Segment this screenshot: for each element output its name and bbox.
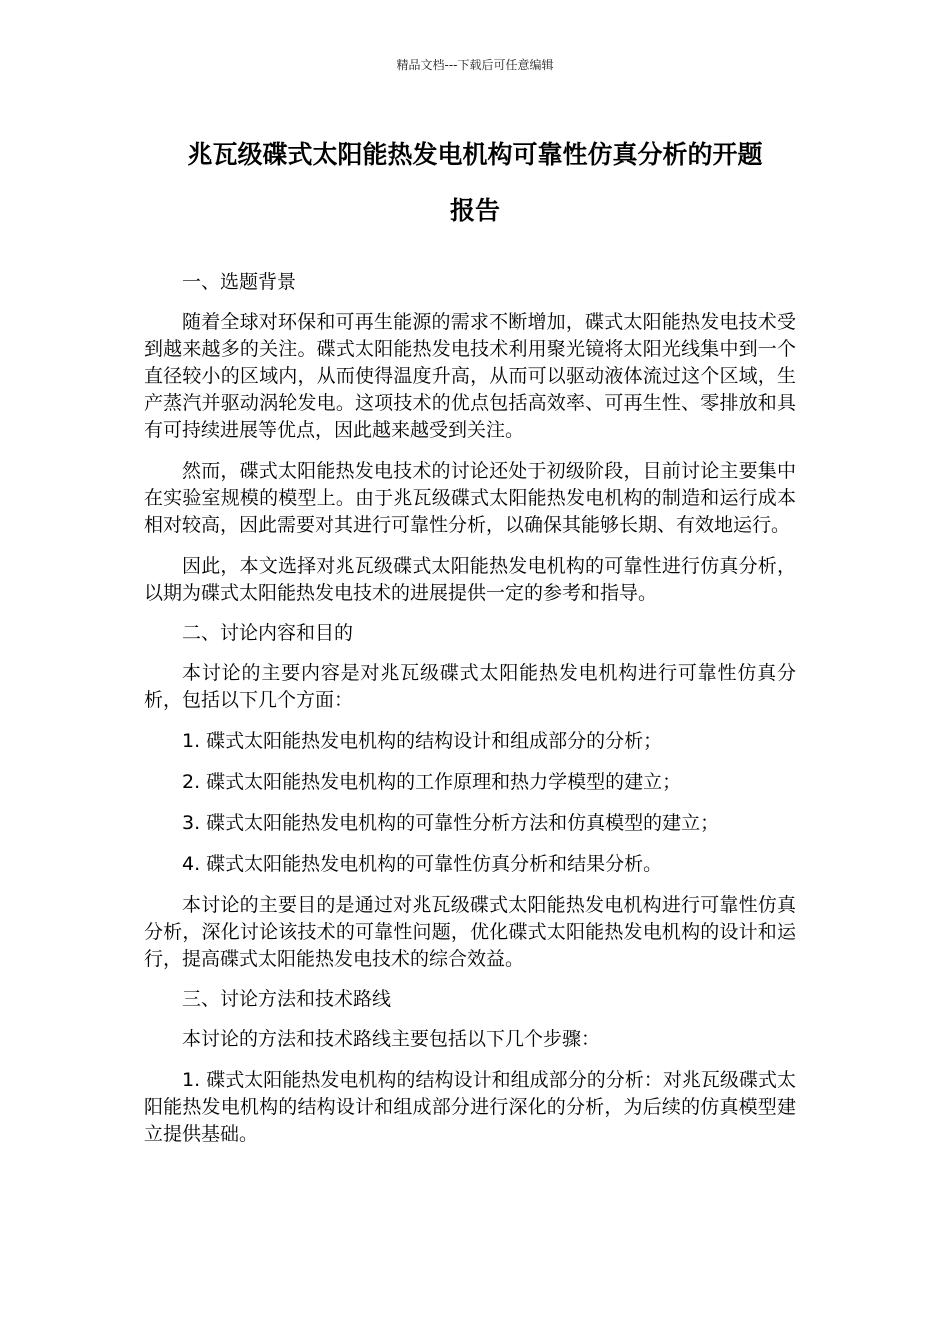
section-heading-methods: 三、讨论方法和技术路线	[182, 988, 392, 1010]
paragraph: 随着全球对环保和可再生能源的需求不断增加，碟式太阳能热发电技术受到越来越多的关注。碟式太阳能热发电技术利用聚光镜将太阳光线集中到一个直径较小的区域内，从而使得温度升高，从而可以驱动液体流过这个区域，生产蒸汽并驱动涡轮发电。这项技术的优点包括高效率、可再生性、零排放和具有可持续进展等优点，因此越来越受到关注。	[144, 311, 796, 441]
document-body	[144, 269, 796, 1162]
section-heading-content: 二、讨论内容和目的	[182, 622, 354, 644]
list-item: 3. 碟式太阳能热发电机构的可靠性分析方法和仿真模型的建立；	[182, 812, 720, 834]
paragraph: 本讨论的方法和技术路线主要包括以下几个步骤：	[182, 1028, 601, 1050]
paragraph: 然而，碟式太阳能热发电技术的讨论还处于初级阶段，目前讨论主要集中在实验室规模的模型上。由于兆瓦级碟式太阳能热发电机构的制造和运行成本相对较高，因此需要对其进行可靠性分析，以确保其能够长期、有效地运行。	[144, 460, 796, 536]
header-note: 精品文档---下载后可任意编辑	[396, 58, 554, 72]
paragraph: 本讨论的主要目的是通过对兆瓦级碟式太阳能热发电机构进行可靠性仿真分析，深化讨论该技术的可靠性问题，优化碟式太阳能热发电机构的设计和运行，提高碟式太阳能热发电技术的综合效益。	[144, 894, 796, 970]
list-item: 1. 碟式太阳能热发电机构的结构设计和组成部分的分析：对兆瓦级碟式太阳能热发电机构的结构设计和组成部分进行深化的分析，为后续的仿真模型建立提供基础。	[144, 1069, 796, 1145]
document-title-line-2: 报告	[449, 196, 500, 225]
section-heading-background: 一、选题背景	[182, 271, 297, 293]
list-item: 1. 碟式太阳能热发电机构的结构设计和组成部分的分析；	[182, 730, 663, 752]
paragraph: 因此，本文选择对兆瓦级碟式太阳能热发电机构的可靠性进行仿真分析，以期为碟式太阳能热发电技术的进展提供一定的参考和指导。	[144, 555, 796, 604]
paragraph: 本讨论的主要内容是对兆瓦级碟式太阳能热发电机构进行可靠性仿真分析，包括以下几个方面：	[144, 662, 796, 711]
list-item: 4. 碟式太阳能热发电机构的可靠性仿真分析和结果分析。	[182, 853, 663, 875]
document-title-line-1: 兆瓦级碟式太阳能热发电机构可靠性仿真分析的开题	[187, 140, 763, 169]
list-item: 2. 碟式太阳能热发电机构的工作原理和热力学模型的建立；	[182, 771, 682, 793]
